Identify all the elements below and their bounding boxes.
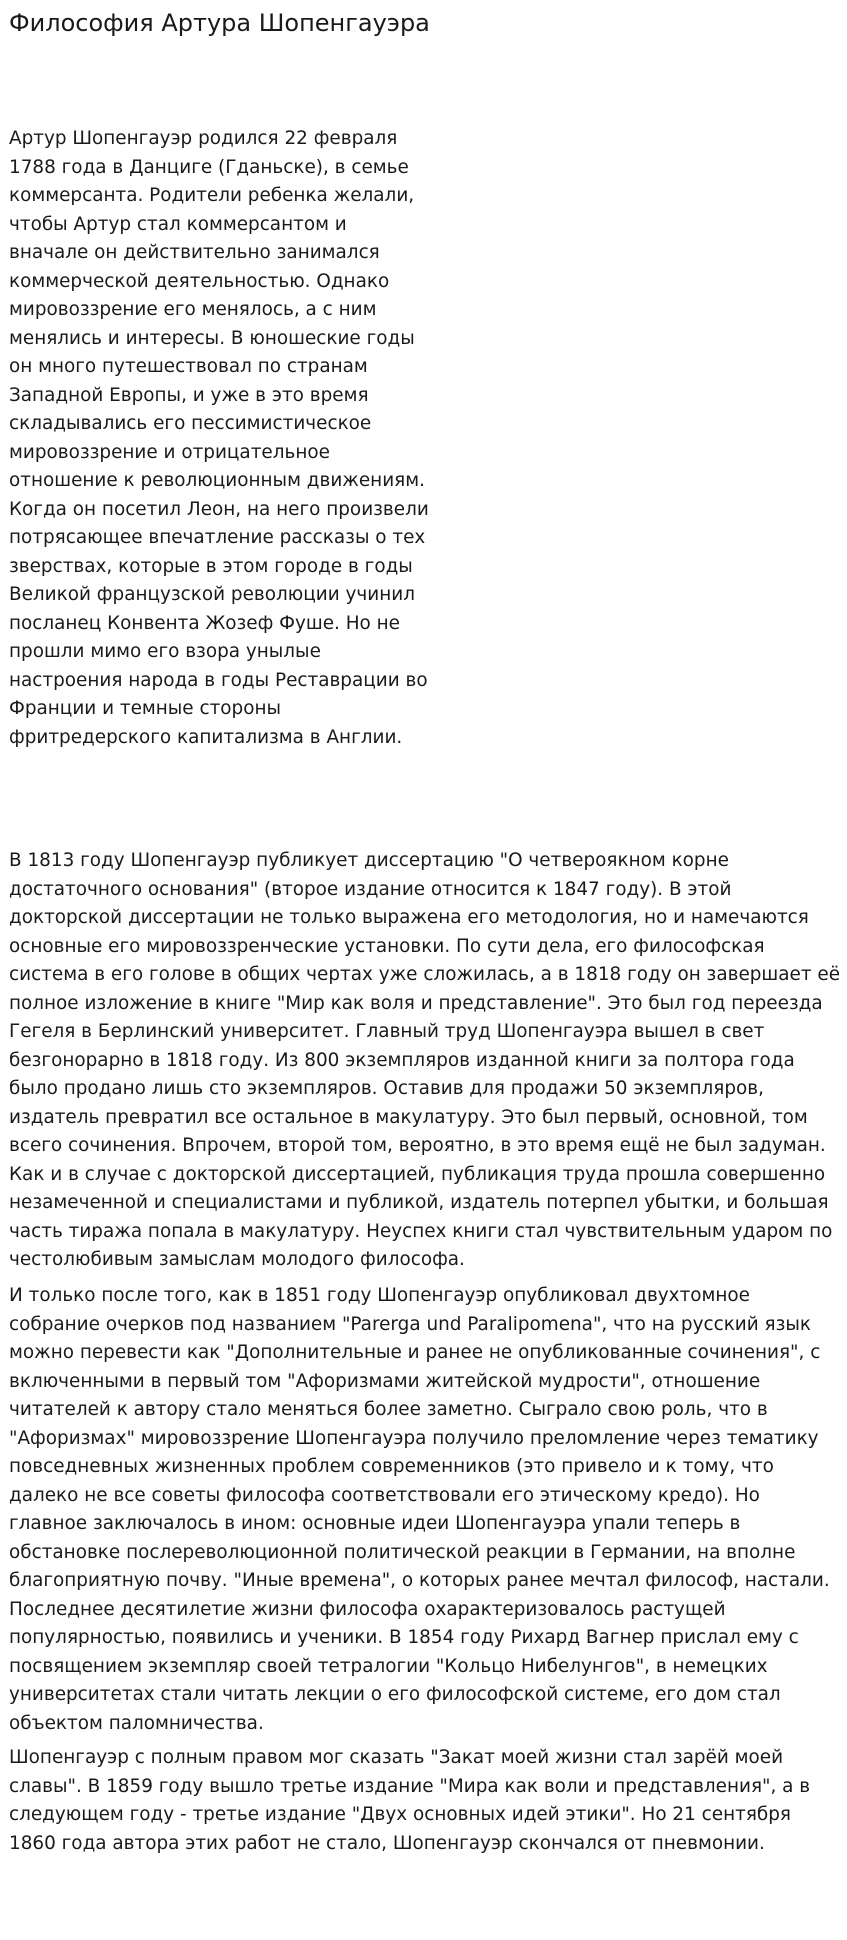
page-title: Философия Артура Шопенгауэра <box>9 9 430 37</box>
paragraph-recognition: И только после того, как в 1851 году Шопенгауэр опубликовал двухтомное собрание очерков под названием "Parerga und Paralipomena", что на русский язык можно перевести как "Дополнительные и ранее не опубликованные сочинения", с включенными в первый том "Афоризмами житейской мудрости", отношение читателей к автору стало меняться более заметно. Сыграло свою роль, что в "Афоризмах" мировоззрение Шопенгауэра получило преломление через тематику повседневных жизненных проблем современников (это привело и к тому, что далеко не все советы философа соответствовали его этическому кредо). Но главное заключалось в ином: основные идеи Шопенгауэра упали теперь в обстановке послереволюционной политической реакции в Германии, на вполне благоприятную почву. "Иные времена", о которых ранее мечтал философ, настали. Последнее десятилетие жизни философа охарактеризовалось растущей популярностью, появились и ученики. В 1854 году Рихард Вагнер прислал ему с посвящением экземпляр своей тетралогии "Кольцо Нибелунгов", в немецких университетах стали читать лекции о его философской системе, его дом стал объектом паломничества. <box>9 1285 830 1734</box>
paragraph-dissertation: В 1813 году Шопенгауэр публикует диссертацию "О четвероякном корне достаточного основания" (второе издание относится к 1847 году). В этой докторской диссертации не только выражена его методология, но и намечаются основные его мировоззренческие установки. По сути дела, его философская система в его голове в общих чертах уже сложилась, а в 1818 году он завершает её полное изложение в книге "Мир как воля и представление". Это был год переезда Гегеля в Берлинский университет. Главный труд Шопенгауэра вышел в свет безгонорарно в 1818 году. Из 800 экземпляров изданной книги за полтора года было продано лишь сто экземпляров. Оставив для продажи 50 экземпляров, издатель превратил все остальное в макулатуру. Это был первый, основной, том всего сочинения. Впрочем, второй том, вероятно, в это время ещё не был задуман. Как и в случае с докторской диссертацией, публикация труда прошла совершенно незамеченной и специалистами и публикой, издатель потерпел убытки, и большая часть тиража попала в макулатуру. Неуспех книги стал чувствительным ударом по честолюбивым замыслам молодого философа. <box>9 850 841 1270</box>
paragraph-final-years: Шопенгауэр с полным правом мог сказать "Закат моей жизни стал зарёй моей славы". В 1859 году вышло третье издание "Мира как воли и представления", а в следующем году - третье издание "Двух основных идей этики". Но 21 сентября 1860 года автора этих работ не стало, Шопенгауэр скончался от пневмонии. <box>9 1747 811 1854</box>
paragraph-biography: Артур Шопенгауэр родился 22 февраля 1788 года в Данциге (Гданьске), в семье коммерсанта. Родители ребенка желали, чтобы Артур стал коммерсантом и вначале он действительно занимался коммерческой деятельностью. Однако мировоззрение его менялось, а с ним менялись и интересы. В юношеские годы он много путешествовал по странам Западной Европы, и уже в это время складывались его пессимистическое мировоззрение и отрицательное отношение к революционным движениям. Когда он посетил Леон, на него произвели потрясающее впечатление рассказы о тех зверствах, которые в этом городе в годы Великой французской революции учинил посланец Конвента Жозеф Фуше. Но не прошли мимо его взора унылые настроения народа в годы Реставрации во Франции и темные стороны фритредерского капитализма в Англии. <box>9 128 429 748</box>
